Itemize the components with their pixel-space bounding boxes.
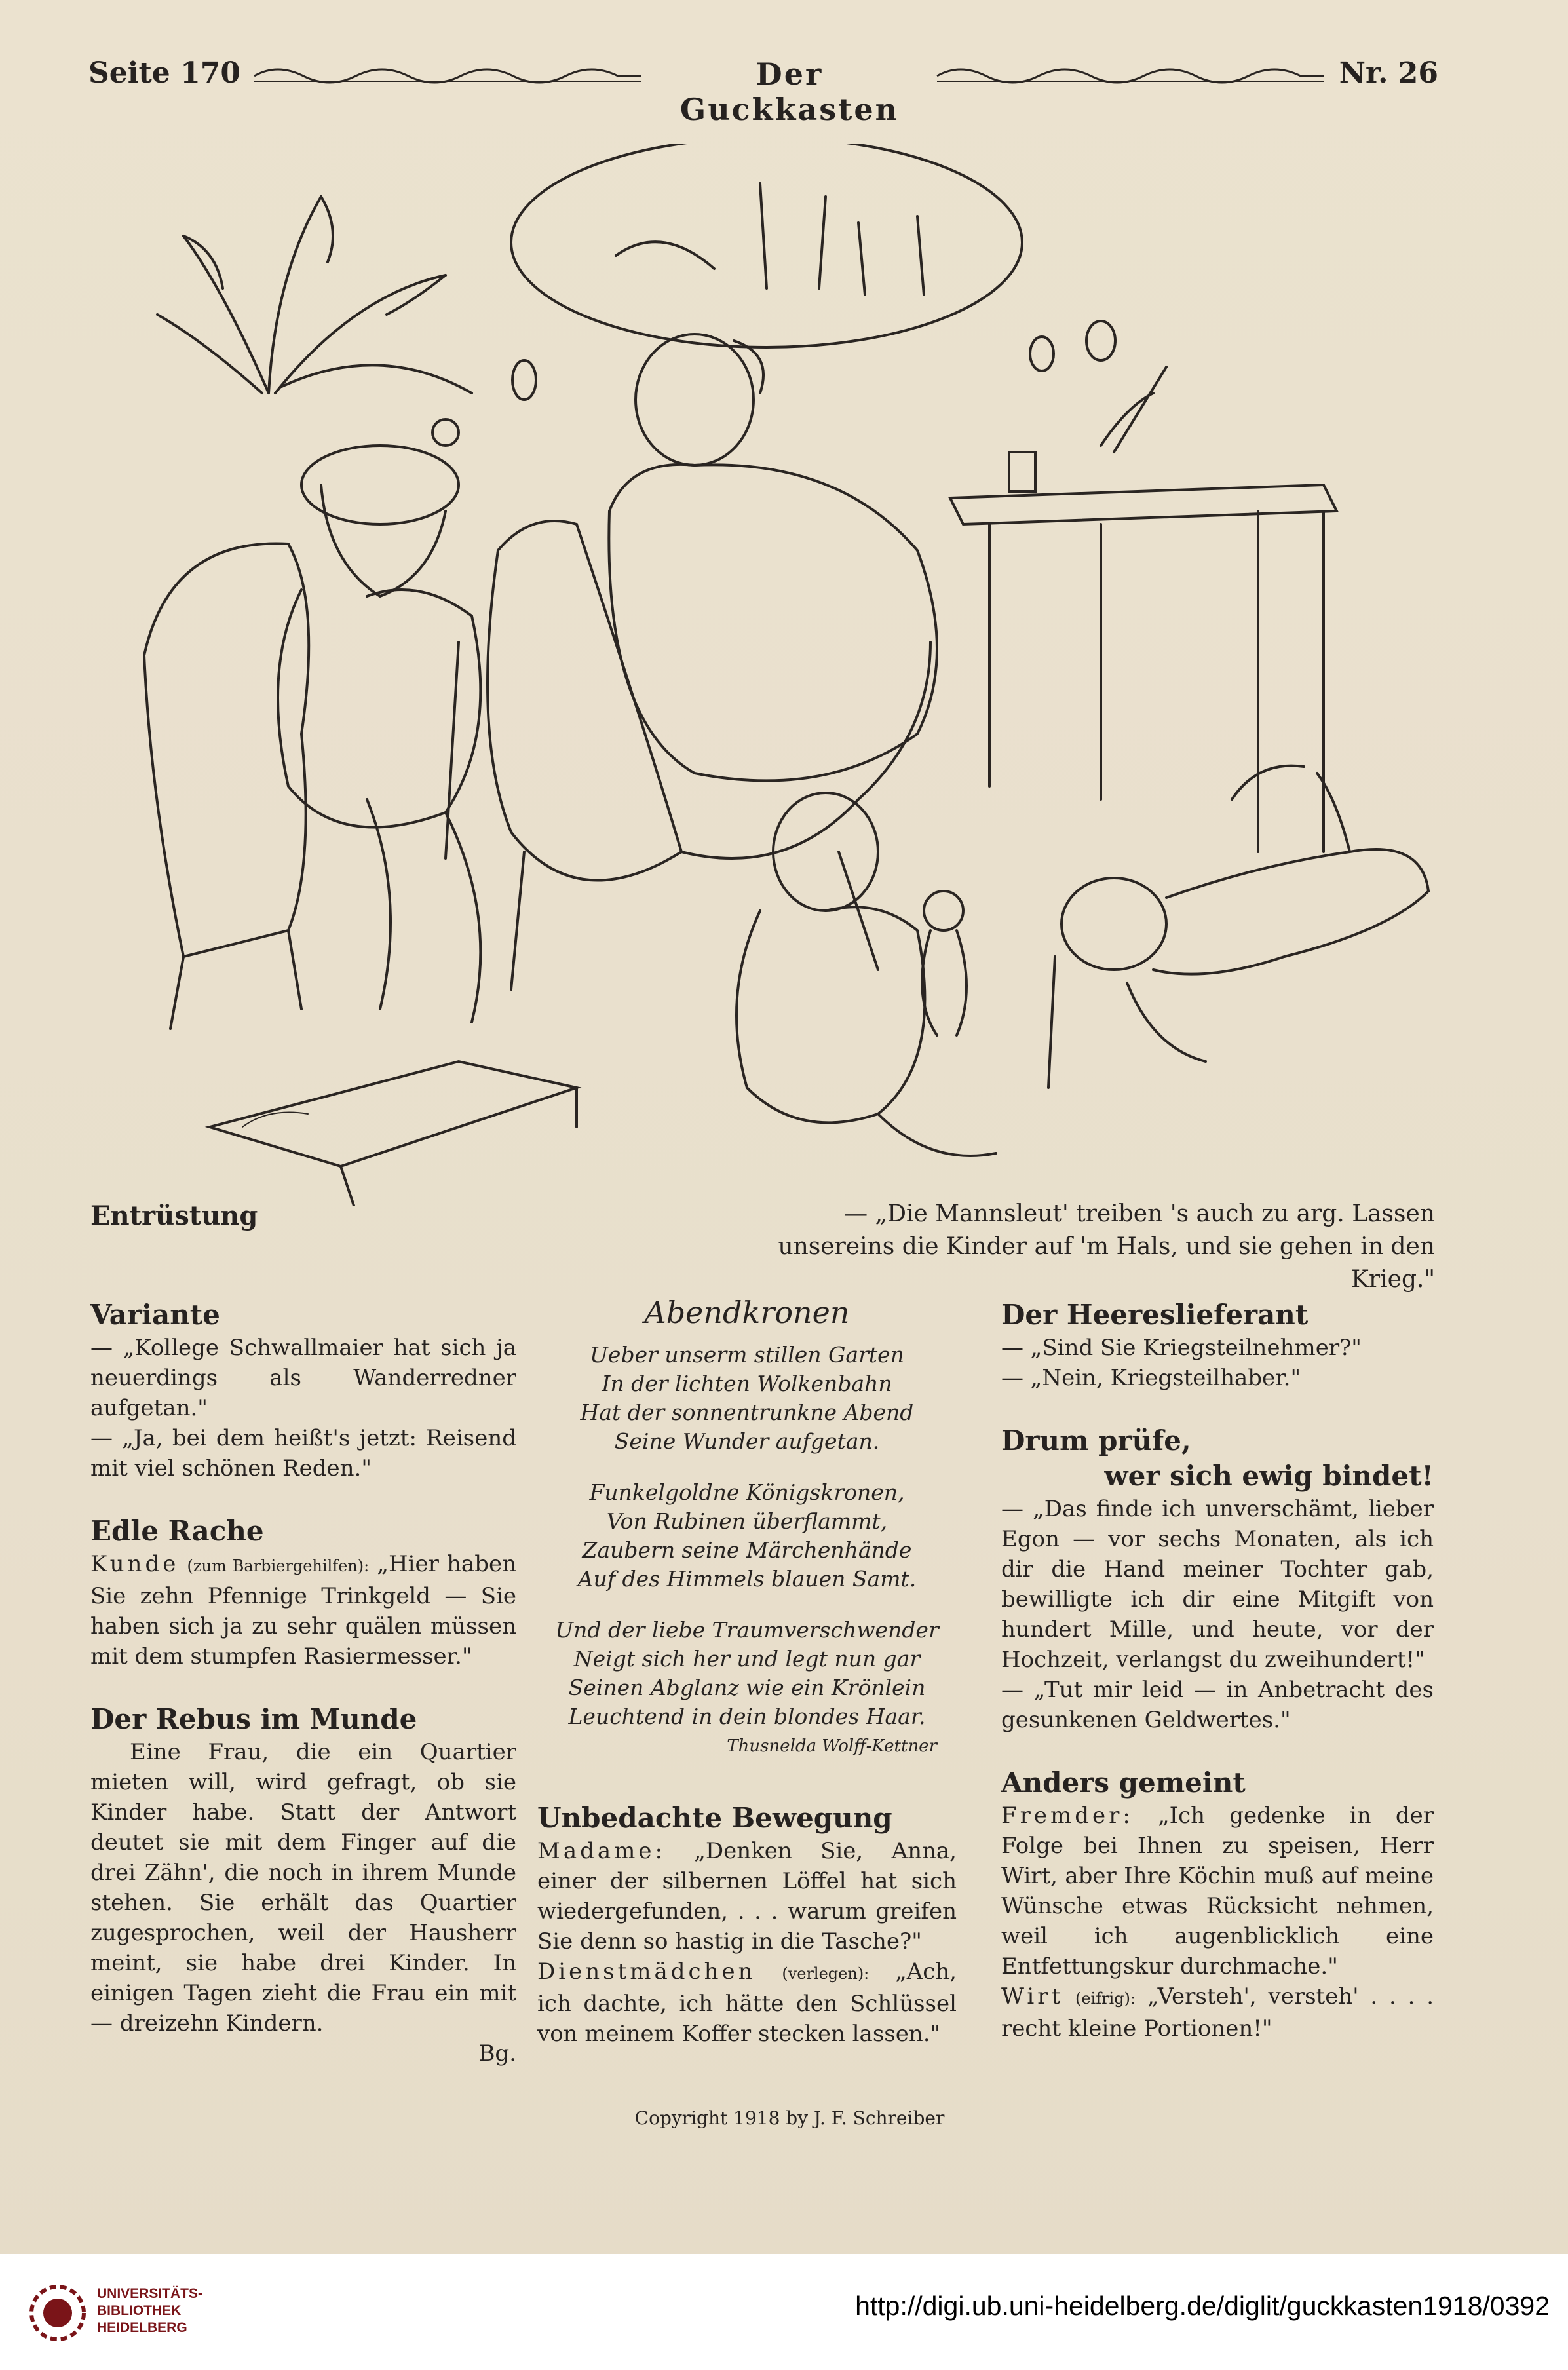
fremder-text: „Ich gedenke in der Folge bei Ihnen zu speisen, Herr Wirt, aber Ihre Köchin muß auf meine Wünsche etwas Rücksicht nehmen, weil ich augenblicklich eine Entfettungskur durchmache." (1001, 1803, 1434, 1979)
library-name (97, 2285, 202, 2337)
madame-text: „Denken Sie, Anna, einer der silbernen Löffel hat sich wiedergefunden, . . . warum greifen Sie denn so hastig in die Tasche?" (537, 1838, 957, 1955)
poem-line: Und der liebe Traumverschwender (555, 1617, 939, 1643)
page-header (88, 56, 1438, 127)
heeres-line-1: — „Sind Sie Kriegsteilnehmer?" (1001, 1335, 1362, 1361)
poem-stanza-1 (537, 1341, 957, 1456)
heading-edle-rache: Edle Rache (90, 1515, 264, 1547)
library-name-line: HEIDELBERG (97, 2320, 187, 2335)
caption-text: — „Die Mannsleut' treiben 's auch zu arg. Lassen unsereins die Kinder auf 'm Hals, und sie gehen in den Krieg." (778, 1200, 1435, 1293)
poem-stanza-2 (537, 1478, 957, 1594)
column-middle (537, 1297, 957, 2049)
poem-line: Hat der sonnentrunkne Abend (580, 1400, 914, 1425)
rache-text: „Hier haben Sie zehn Pfennige Trinkgeld — Sie haben sich ja zu sehr quälen müssen mit dem stumpfen Rasiermesser." (90, 1551, 516, 1670)
poem-line: Funkelgoldne Königskronen, (589, 1480, 905, 1505)
variante-line-1: — „Kollege Schwallmaier hat sich ja neuerdings als Wanderredner aufgetan." (90, 1335, 516, 1421)
poem-line: Von Rubinen überflammt, (606, 1508, 888, 1534)
heading-anders-gemeint: Anders gemeint (1001, 1767, 1246, 1799)
speaker-fremder: Fremder: (1001, 1803, 1134, 1829)
speaker-madame: Madame: (537, 1838, 666, 1864)
poem-line: Neigt sich her und legt nun gar (573, 1646, 921, 1672)
poem-line: In der lichten Wolkenbahn (602, 1371, 892, 1396)
column-left (90, 1297, 516, 2069)
poem-line: Auf des Himmels blauen Samt. (577, 1566, 917, 1592)
heading-unbedachte-bewegung: Unbedachte Bewegung (537, 1802, 892, 1834)
page-number: Seite 170 (88, 56, 240, 90)
variante-line-2: — „Ja, bei dem heißt's jetzt: Reisend mit viel schönen Reden." (90, 1425, 516, 1481)
cartoon-illustration (105, 144, 1455, 1206)
heeres-line-2: — „Nein, Kriegsteilhaber." (1001, 1365, 1301, 1391)
ornament-left (251, 63, 644, 89)
ornament-right (934, 63, 1327, 89)
madame-block (537, 1836, 957, 1957)
library-name-line: BIBLIOTHEK (97, 2303, 182, 2318)
heading-rebus: Der Rebus im Munde (90, 1703, 417, 1735)
maedchen-block (537, 1957, 957, 2049)
pruefe-line-2: — „Tut mir leid — in Anbetracht des gesunkenen Geldwertes." (1001, 1677, 1434, 1733)
caption-title: Entrüstung (90, 1200, 258, 1231)
heading-variante: Variante (90, 1299, 220, 1331)
rebus-signature: Bg. (478, 2040, 516, 2067)
library-name-line: UNIVERSITÄTS- (97, 2286, 203, 2301)
pruefe-line-1: — „Das finde ich unverschämt, lieber Egon — vor sechs Monaten, als ich dir die Hand meiner Tochter gab, bewilligte ich dir eine Mitgift von hundert Mille, und heute, vor der Hochzeit, verlangst du zweihundert!" (1001, 1496, 1434, 1673)
poem-line: Zaubern seine Märchenhände (582, 1537, 912, 1563)
aside-verlegen: (verlegen): (782, 1964, 870, 1983)
copyright-notice: Copyright 1918 by J. F. Schreiber (634, 2107, 945, 2129)
library-footer (0, 2254, 1568, 2370)
poem-line: Seinen Abglanz wie ein Krönlein (568, 1675, 926, 1700)
speaker-kunde: Kunde (90, 1551, 180, 1577)
aside-barbier: (zum Barbiergehilfen): (187, 1557, 370, 1575)
magazine-title: Der Guckkasten (679, 56, 900, 127)
speaker-dienstmaedchen: Dienstmädchen (537, 1959, 756, 1985)
heading-wer-sich-bindet: wer sich ewig bindet! (1104, 1460, 1434, 1492)
rebus-text: Eine Frau, die ein Quartier mieten will, wird gefragt, ob sie Kinder habe. Statt der Antwort deutet sie mit dem Finger auf die drei Zähn', die noch in ihrem Munde stehen. Sie erhält das Quartier zugesprochen, weil der Hausherr meint, sie habe drei Kinder. In einigen Tagen zieht die Frau ein mit — dreizehn Kindern. (90, 1739, 516, 2036)
issue-number: Nr. 26 (1339, 56, 1438, 90)
poem-title: Abendkronen (644, 1295, 850, 1330)
fremder-block (1001, 1801, 1434, 1981)
wirt-block (1001, 1981, 1434, 2044)
aside-eifrig: (eifrig): (1075, 1989, 1136, 2008)
maedchen-text: „Ach, ich dachte, ich hätte den Schlüssel von meinem Koffer stecken lassen." (537, 1959, 957, 2047)
heading-heereslieferant: Der Heereslieferant (1001, 1299, 1309, 1331)
wirt-text: „Versteh', versteh' . . . . recht kleine Portionen!" (1001, 1983, 1434, 2042)
poem-stanza-3 (537, 1616, 957, 1731)
permalink-url[interactable]: http://digi.ub.uni-heidelberg.de/diglit/guckkasten1918/0392 (855, 2291, 1550, 2321)
speaker-wirt: Wirt (1001, 1983, 1064, 2010)
poem-line: Seine Wunder aufgetan. (614, 1428, 880, 1454)
heading-drum-pruefe: Drum prüfe, (1001, 1424, 1191, 1457)
poem-line: Leuchtend in dein blondes Haar. (568, 1704, 926, 1729)
column-right (1001, 1297, 1434, 2044)
rache-text-block (90, 1549, 516, 1672)
university-library-logo-icon (25, 2280, 90, 2346)
poem-author: Thusnelda Wolff-Kettner (727, 1736, 937, 1756)
poem-line: Ueber unserm stillen Garten (590, 1342, 904, 1367)
